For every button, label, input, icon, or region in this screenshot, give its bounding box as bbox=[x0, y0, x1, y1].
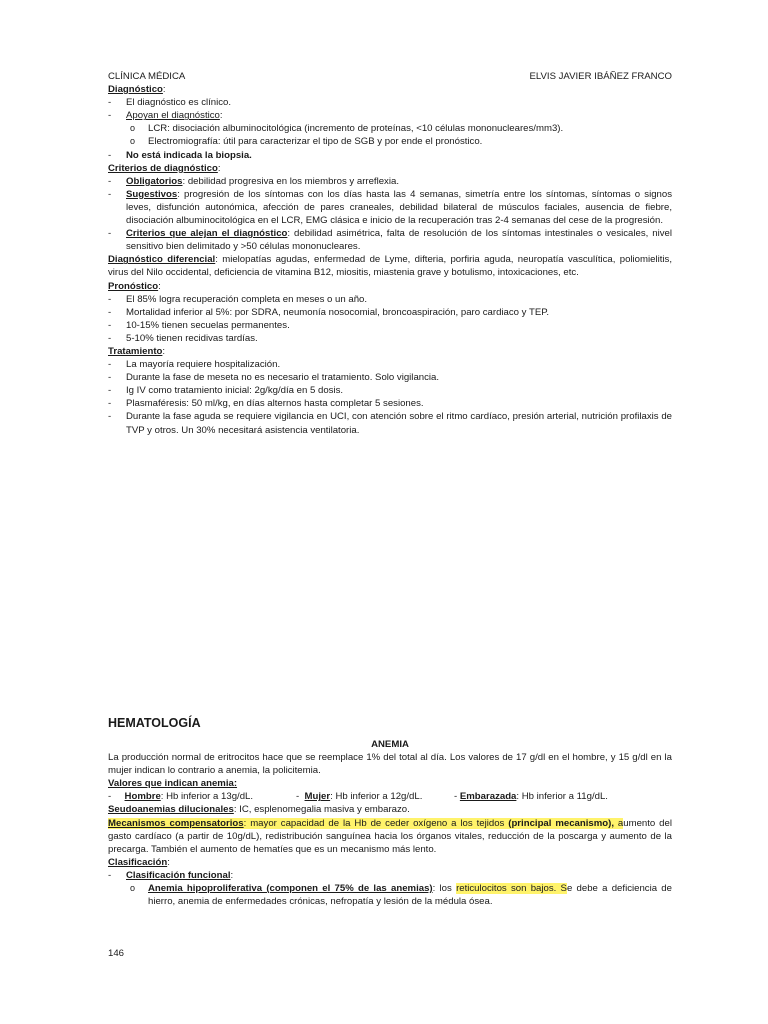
valores-row: - Hombre: Hb inferior a 13g/dL. - Mujer: Hb inferior a 12g/dL. - Embarazada: Hb inferior a 11g/dL. bbox=[108, 791, 608, 803]
mecanismos-text: umento del gasto cardíaco (a partir de 10g/dL), redistribución sanguínea hacia los órganos vitales, reducción de la poscarga y aumento de la precarga. También el aumento de hematíes que es un mecanismo más lento. bbox=[108, 817, 672, 855]
pronostico-title: Pronóstico bbox=[108, 280, 159, 292]
mujer-label: Mujer bbox=[304, 791, 331, 803]
section-heading-hematologia: HEMATOLOGÍA bbox=[108, 716, 201, 730]
hipoproliferativa-label: Anemia hipoproliferativa (componen el 75% de las anemias) bbox=[148, 883, 433, 895]
pronostico-item: 10-15% tienen secuelas permanentes. bbox=[126, 319, 290, 331]
mecanismos-highlight: : mayor capacidad de la Hb de ceder oxígeno a los tejidos bbox=[243, 817, 509, 829]
hipo-highlight: reticulocitos son bajos. S bbox=[456, 883, 567, 895]
seudo-text: : IC, esplenomegalia masiva y embarazo. bbox=[233, 804, 410, 816]
pronostico-item: El 85% logra recuperación completa en meses o un año. bbox=[126, 293, 368, 305]
anemia-section: ANEMIA La producción normal de eritrocitos hace que se reemplace 1% del total al día. Los valores de 17 g/dl en el hombre, y 15 g/dl en la mujer indican lo contrario a anemia, la policitemia. Valores que indican anemia: - Hombre: Hb inferior a 13g/dL. - Mujer: Hb inferior a 12g/dL. - Embarazada: Hb inferior a 11g/dL. Seudoanemias dilucionales: IC, esplenomegalia masiva y embarazo. Mecanismos compensatorios: mayor capacidad de la Hb de ceder oxígeno a los tejidos (principal mecanismo), aumento del gasto cardíaco (a partir de 10g/dL), redistribución sanguínea hacia los órganos vitales, reducción de la poscarga y aumento de la precarga. También el aumento de hematíes que es un mecanismo más lento. Clasificación: - Clasificación funcional: o Anemia hipoproliferativa (componen el 75% de las anemias): los reticulocitos son bajos. Se debe a deficiencia de hierro, anemia de enfermedades crónicas, nefropatía y lesión de la médula ósea. bbox=[108, 739, 672, 908]
pronostico-item: Mortalidad inferior al 5%: por SDRA, neumonía nosocomial, broncoaspiración, paro cardiaco y TEP. bbox=[126, 306, 550, 318]
hombre-label: Hombre bbox=[124, 791, 161, 803]
diferencial-label: Diagnóstico diferencial bbox=[108, 254, 216, 266]
diagnostico-subitem: LCR: disociación albuminocitológica (incremento de proteínas, <10 células mononucleares/mm3). bbox=[148, 123, 564, 135]
diferencial-text: : mielopatías agudas, enfermedad de Lyme, difteria, porfiria aguda, neuropatía vasculítica, poliomielitis, virus del Nilo occidental, deficiencia de vitamina B12, miositis, miastenia grave y botulismo, intoxicaciones, etc. bbox=[108, 254, 672, 279]
diagnostico-item: No está indicada la biopsia. bbox=[126, 149, 252, 161]
tratamiento-section: Tratamiento: - La mayoría requiere hospitalización. - Durante la fase de meseta no es necesario el tratamiento. Solo vigilancia. - Ig IV como tratamiento inicial: 2g/kg/día en 5 dosis. - Plasmaféresis: 50 ml/kg, en días alternos hasta completar 5 sesiones. - Durante la fase aguda se requiere vigilancia en UCI, con atención sobre el ritmo cardíaco, presión arterial, nutrición profilaxis de TVP y otros. Un 30% necesitará asistencia ventilatoria. bbox=[108, 345, 672, 436]
criterio-text: : debilidad asimétrica, falta de resolución de los síntomas intestinales o vesicales, nivel sensitivo bien delimitado y >50 células mononucleares. bbox=[126, 228, 672, 253]
anemia-intro: La producción normal de eritrocitos hace que se reemplace 1% del total al día. Los valores de 17 g/dl en el hombre, y 15 g/dl en la mujer indican lo contrario a anemia, la policitemia. bbox=[108, 752, 672, 777]
tratamiento-item: Durante la fase aguda se requiere vigilancia en UCI, con atención sobre el ritmo cardíaco, presión arterial, nutrición profilaxis de TVP y otros. Un 30% necesitará asistencia ventilatoria. bbox=[126, 411, 672, 436]
tratamiento-title: Tratamiento bbox=[108, 345, 163, 357]
criterio-label: Obligatorios bbox=[126, 175, 183, 187]
hipo-text-1: : los bbox=[432, 883, 457, 895]
tratamiento-item: Durante la fase de meseta no es necesario el tratamiento. Solo vigilancia. bbox=[126, 372, 440, 384]
pronostico-section: Pronóstico: - El 85% logra recuperación completa en meses o un año. - Mortalidad inferior al 5%: por SDRA, neumonía nosocomial, broncoaspiración, paro cardiaco y TEP. - 10-15% tienen secuelas permanentes. - 5-10% tienen recidivas tardías. bbox=[108, 280, 672, 345]
diagnostico-section: Diagnóstico: - El diagnóstico es clínico. - Apoyan el diagnóstico: o LCR: disociación albuminocitológica (incremento de proteínas, <10 células mononucleares/mm3). o Electromiografía: útil para caracterizar el tipo de SGB y por ende el pronóstico. - No está indicada la biopsia. bbox=[108, 83, 672, 162]
diagnostico-item: El diagnóstico es clínico. bbox=[126, 97, 232, 109]
mecanismos-label: Mecanismos compensatorios bbox=[108, 817, 244, 829]
page-content bbox=[108, 70, 672, 437]
hombre-text: : Hb inferior a 13g/dL. bbox=[160, 791, 254, 803]
criterios-section: Criterios de diagnóstico: - Obligatorios: debilidad progresiva en los miembros y arreflexia. - Sugestivos: progresión de los síntomas con los días hasta las 4 semanas, simetría entre los síntomas, síntomas o signos leves, disfunción autonómica, afección de pares craneales, debilidad bilateral de músculos faciales, ausencia de fiebre, disociación albuminocitológica en el LCR, EMG clásica e inicio de la recuperación tras 2-4 semanas del cese de la progresión. - Criterios que alejan el diagnóstico: debilidad asimétrica, falta de resolución de los síntomas intestinales o vesicales, nivel sensitivo bien delimitado y >50 células mononucleares. bbox=[108, 162, 672, 253]
valores-title: Valores que indican anemia: bbox=[108, 778, 238, 790]
embarazada-label: Embarazada bbox=[459, 791, 517, 803]
tratamiento-item: Ig IV como tratamiento inicial: 2g/kg/día en 5 dosis. bbox=[126, 385, 344, 397]
embarazada-text: : Hb inferior a 11g/dL. bbox=[516, 791, 608, 803]
criterio-label: Criterios que alejan el diagnóstico bbox=[126, 228, 288, 240]
pronostico-item: 5-10% tienen recidivas tardías. bbox=[126, 332, 258, 344]
header-right: ELVIS JAVIER IBÁÑEZ FRANCO bbox=[529, 71, 672, 82]
clasificacion-title: Clasificación bbox=[108, 856, 168, 868]
anemia-subheading: ANEMIA bbox=[371, 739, 409, 750]
mecanismos-paragraph bbox=[108, 817, 672, 856]
mujer-text: : Hb inferior a 12g/dL. bbox=[330, 791, 423, 803]
diagnostico-item: Apoyan el diagnóstico bbox=[126, 110, 220, 122]
page-number: 146 bbox=[108, 948, 125, 959]
funcional-label: Clasificación funcional bbox=[126, 869, 231, 881]
diferencial-section bbox=[108, 253, 672, 279]
seudoanemias-line bbox=[108, 803, 672, 816]
running-header bbox=[108, 70, 672, 83]
mecanismos-highlight-2: a bbox=[614, 817, 624, 829]
criterio-label: Sugestivos bbox=[126, 188, 178, 200]
diagnostico-subitem: Electromiografía: útil para caracterizar el tipo de SGB y por ende el pronóstico. bbox=[148, 136, 483, 148]
criterio-text: : progresión de los síntomas con los días hasta las 4 semanas, simetría entre los síntomas, síntomas o signos leves, disfunción autonómica, afección de pares craneales, debilidad bilateral de músculos faciales, ausencia de fiebre, disociación albuminocitológica en el LCR, EMG clásica e inicio de la recuperación tras 2-4 semanas del cese de la progresión. bbox=[126, 188, 672, 227]
seudo-label: Seudoanemias dilucionales bbox=[108, 804, 234, 816]
tratamiento-item: Plasmaféresis: 50 ml/kg, en días alternos hasta completar 5 sesiones. bbox=[126, 398, 424, 410]
criterios-title: Criterios de diagnóstico bbox=[108, 162, 218, 174]
hipo-text-2: e debe a deficiencia de hierro, anemia de enfermedades crónicas, nefropatía y lesión de la médula ósea. bbox=[148, 883, 672, 908]
header-left: CLÍNICA MÉDICA bbox=[108, 71, 186, 82]
tratamiento-item: La mayoría requiere hospitalización. bbox=[126, 359, 281, 371]
mecanismos-bold: (principal mecanismo), bbox=[508, 817, 614, 829]
diagnostico-title: Diagnóstico bbox=[108, 84, 163, 96]
criterio-text: : debilidad progresiva en los miembros y arreflexia. bbox=[182, 175, 399, 187]
